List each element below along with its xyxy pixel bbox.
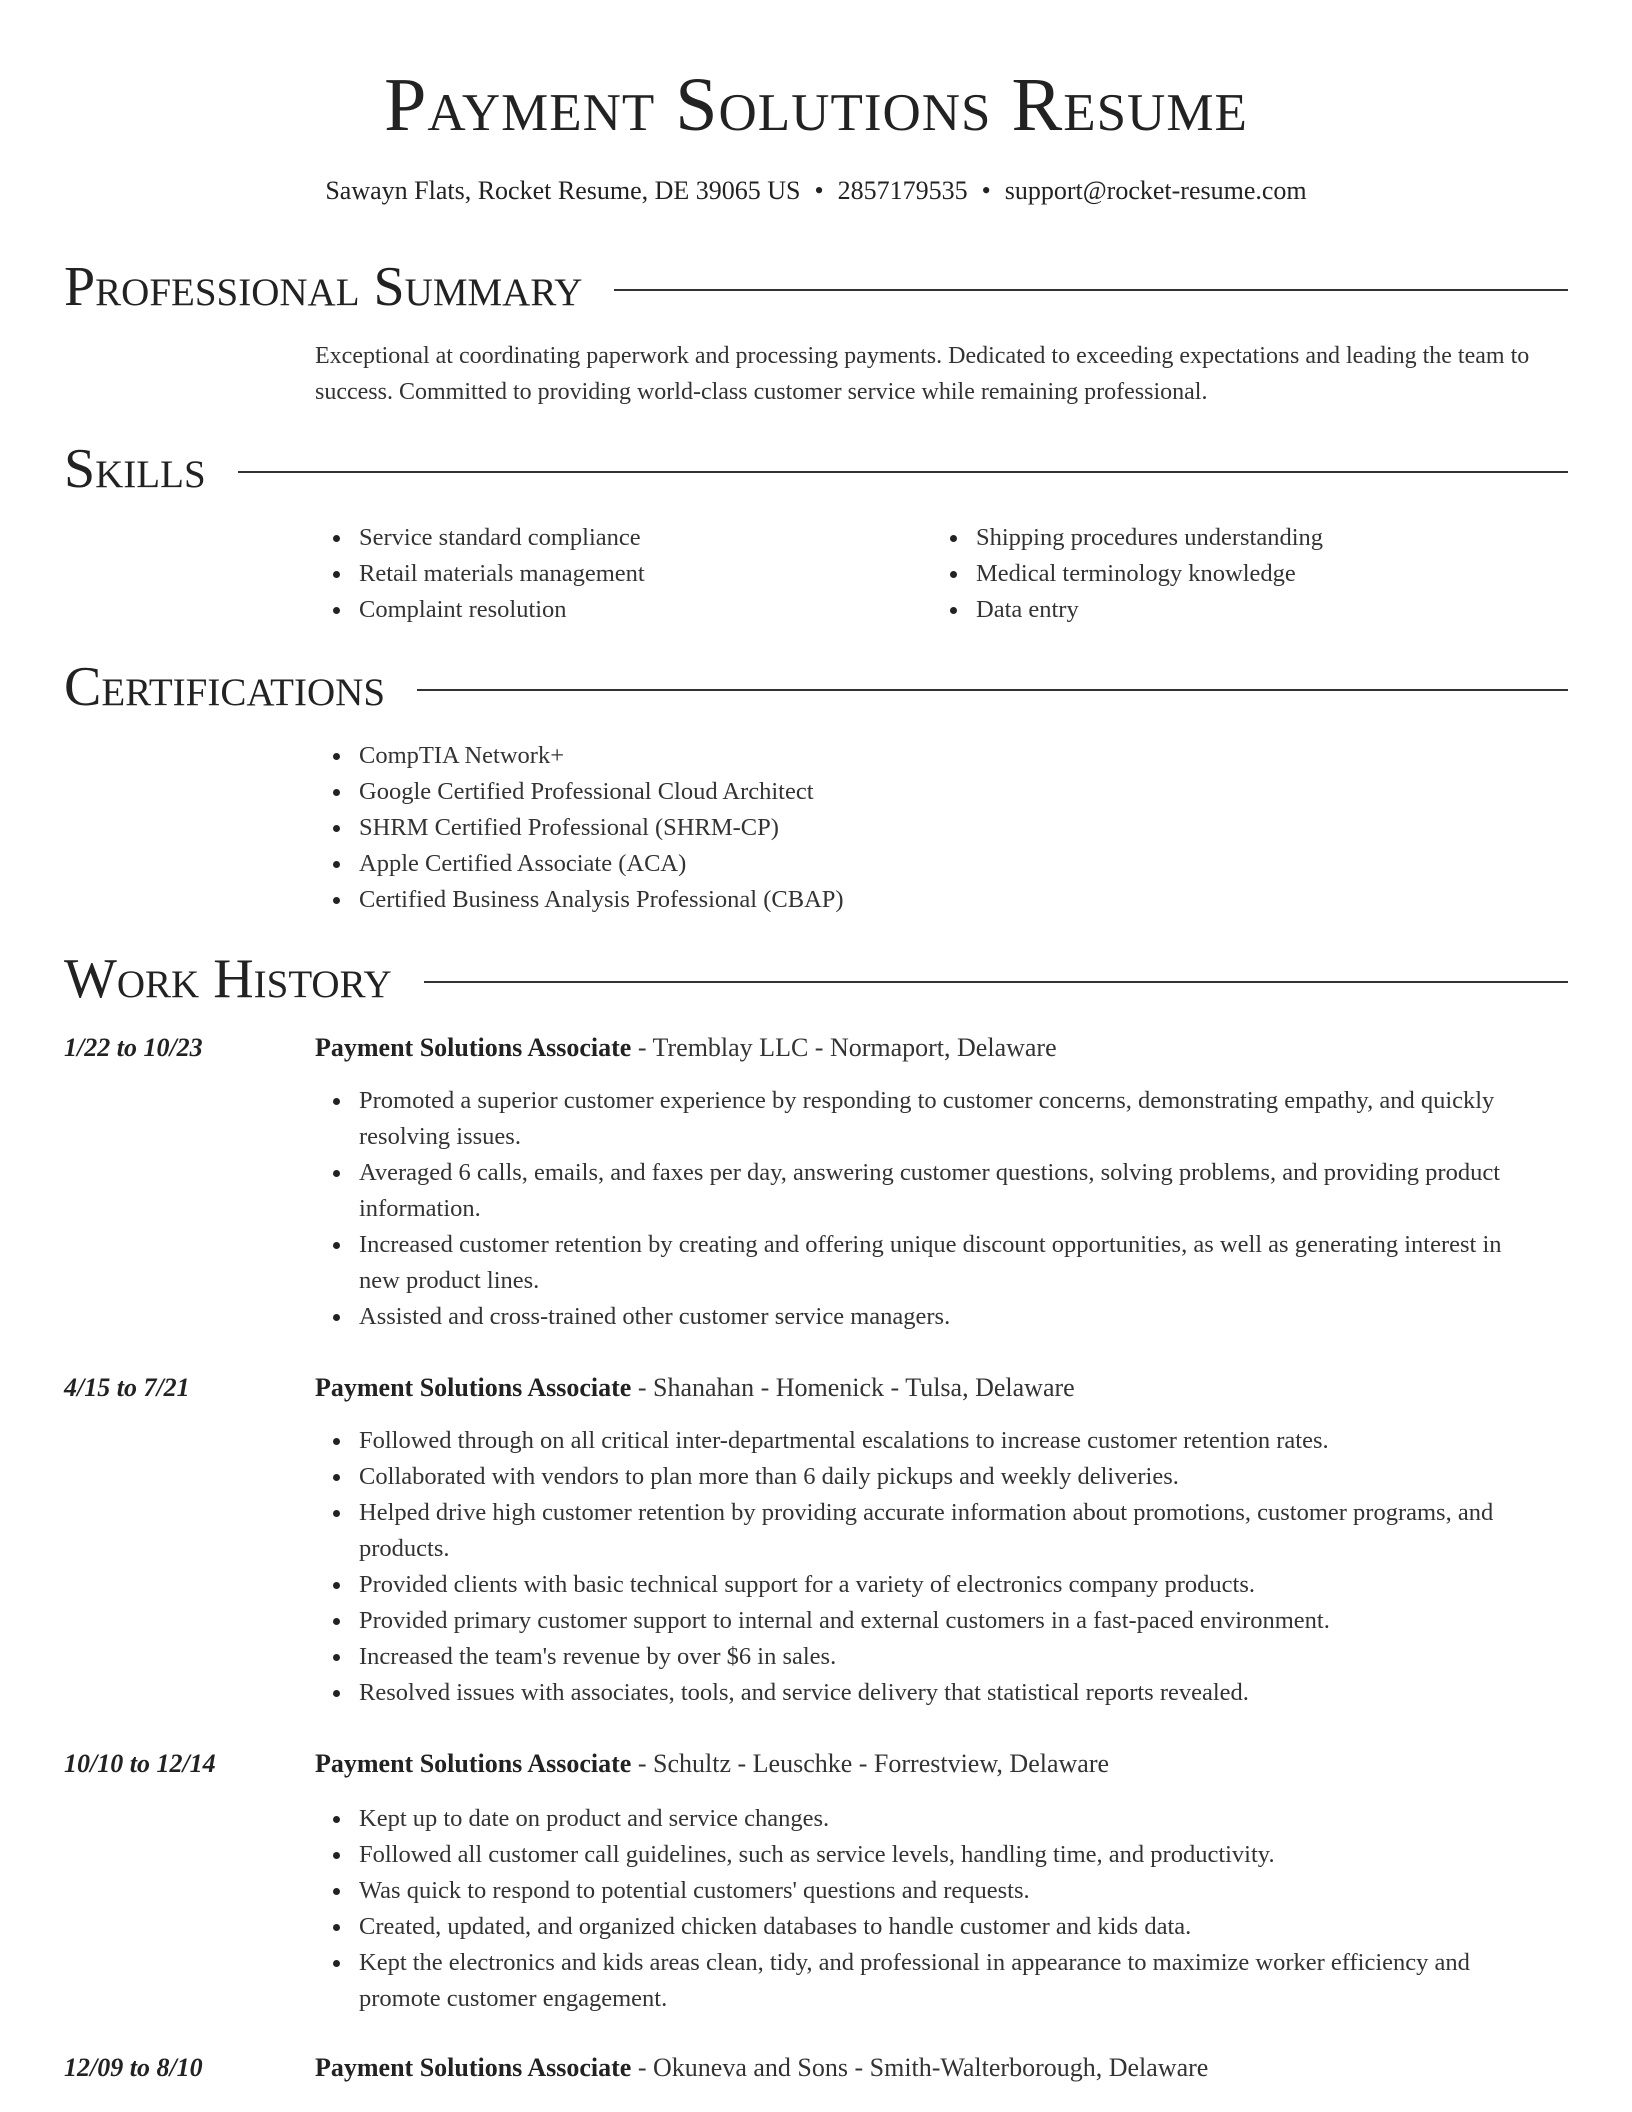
certifications-list (315, 738, 844, 918)
job-bullet: Kept the electronics and kids areas clean, tidy, and professional in appearance to maximize worker efficiency and promote customer engagement. (359, 1945, 1542, 2017)
job-role: Payment Solutions Associate (315, 2053, 632, 2082)
job-bullet: Provided clients with basic technical support for a variety of electronics company products. (359, 1567, 1542, 1603)
skills-list-right (932, 520, 1323, 628)
job-bullets (315, 1083, 1542, 1335)
section-title-certifications: Certifications (64, 656, 386, 718)
job-employer: - Shanahan - Homenick - Tulsa, Delaware (631, 1373, 1075, 1402)
job-dates: 10/10 to 12/14 (64, 1749, 216, 1778)
job-role: Payment Solutions Associate (315, 1033, 632, 1062)
job-dates: 12/09 to 8/10 (64, 2053, 203, 2082)
job-bullet: Was quick to respond to potential customers' questions and requests. (359, 1873, 1542, 1909)
job-bullet: Averaged 6 calls, emails, and faxes per day, answering customer questions, solving problems, and providing product information. (359, 1155, 1542, 1227)
certification-item: Apple Certified Associate (ACA) (359, 846, 844, 882)
contact-email: support@rocket-resume.com (1004, 176, 1307, 205)
contact-separator: • (814, 176, 824, 205)
summary-text: Exceptional at coordinating paperwork and processing payments. Dedicated to exceeding expectations and leading the team to success. Committed to providing world-class customer service while remaining professional. (315, 343, 1530, 405)
skill-item: Shipping procedures understanding (976, 520, 1323, 556)
job-role: Payment Solutions Associate (315, 1373, 632, 1402)
job-bullet: Resolved issues with associates, tools, and service delivery that statistical reports revealed. (359, 1675, 1542, 1711)
job-employer: - Okuneva and Sons - Smith-Walterborough, Delaware (631, 2053, 1209, 2082)
job-heading (315, 2050, 1208, 2086)
section-header-certifications (64, 652, 1568, 722)
section-title-skills: Skills (64, 438, 206, 500)
section-title-work-history: Work History (64, 948, 392, 1010)
section-divider (417, 689, 1568, 691)
job-bullet: Collaborated with vendors to plan more than 6 daily pickups and weekly deliveries. (359, 1459, 1542, 1495)
job-bullet: Kept up to date on product and service changes. (359, 1801, 1542, 1837)
job-bullet: Created, updated, and organized chicken databases to handle customer and kids data. (359, 1909, 1542, 1945)
job-bullet: Assisted and cross-trained other customer service managers. (359, 1299, 1542, 1335)
job-bullet: Increased customer retention by creating and offering unique discount opportunities, as well as generating interest in new product lines. (359, 1227, 1542, 1299)
job-heading (315, 1030, 1057, 1066)
contact-line (0, 174, 1632, 208)
contact-address: Sawayn Flats, Rocket Resume, DE 39065 US (325, 176, 801, 205)
job-dates: 1/22 to 10/23 (64, 1033, 203, 1062)
skill-item: Retail materials management (359, 556, 645, 592)
resume-title: Payment Solutions Resume (384, 63, 1248, 147)
job-role: Payment Solutions Associate (315, 1749, 632, 1778)
section-divider (424, 981, 1568, 983)
skill-item: Service standard compliance (359, 520, 645, 556)
section-divider (238, 471, 1568, 473)
job-bullet: Helped drive high customer retention by providing accurate information about promotions, customer programs, and products. (359, 1495, 1542, 1567)
job-employer: - Tremblay LLC - Normaport, Delaware (631, 1033, 1057, 1062)
job-bullet: Promoted a superior customer experience by responding to customer concerns, demonstrating empathy, and quickly resolving issues. (359, 1083, 1542, 1155)
job-bullet: Followed all customer call guidelines, such as service levels, handling time, and productivity. (359, 1837, 1542, 1873)
job-bullet: Increased the team's revenue by over $6 in sales. (359, 1639, 1542, 1675)
job-bullets (315, 1801, 1542, 2017)
job-bullet: Provided primary customer support to internal and external customers in a fast-paced environment. (359, 1603, 1542, 1639)
job-employer: - Schultz - Leuschke - Forrestview, Delaware (631, 1749, 1110, 1778)
job-dates: 4/15 to 7/21 (64, 1373, 190, 1402)
job-heading (315, 1370, 1075, 1406)
contact-phone: 2857179535 (837, 176, 968, 205)
certification-item: Google Certified Professional Cloud Architect (359, 774, 844, 810)
certification-item: SHRM Certified Professional (SHRM-CP) (359, 810, 844, 846)
section-divider (614, 289, 1568, 291)
job-heading (315, 1746, 1109, 1782)
job-bullets (315, 1423, 1542, 1711)
skill-item: Medical terminology knowledge (976, 556, 1323, 592)
section-title-summary: Professional Summary (64, 256, 583, 318)
section-header-skills (64, 434, 1568, 504)
certification-item: CompTIA Network+ (359, 738, 844, 774)
section-header-summary (64, 252, 1568, 322)
contact-separator: • (981, 176, 991, 205)
section-header-work-history (64, 944, 1568, 1014)
job-bullet: Followed through on all critical inter-departmental escalations to increase customer retention rates. (359, 1423, 1542, 1459)
skills-list-left (315, 520, 645, 628)
certification-item: Certified Business Analysis Professional (CBAP) (359, 882, 844, 918)
skill-item: Complaint resolution (359, 592, 645, 628)
skill-item: Data entry (976, 592, 1323, 628)
